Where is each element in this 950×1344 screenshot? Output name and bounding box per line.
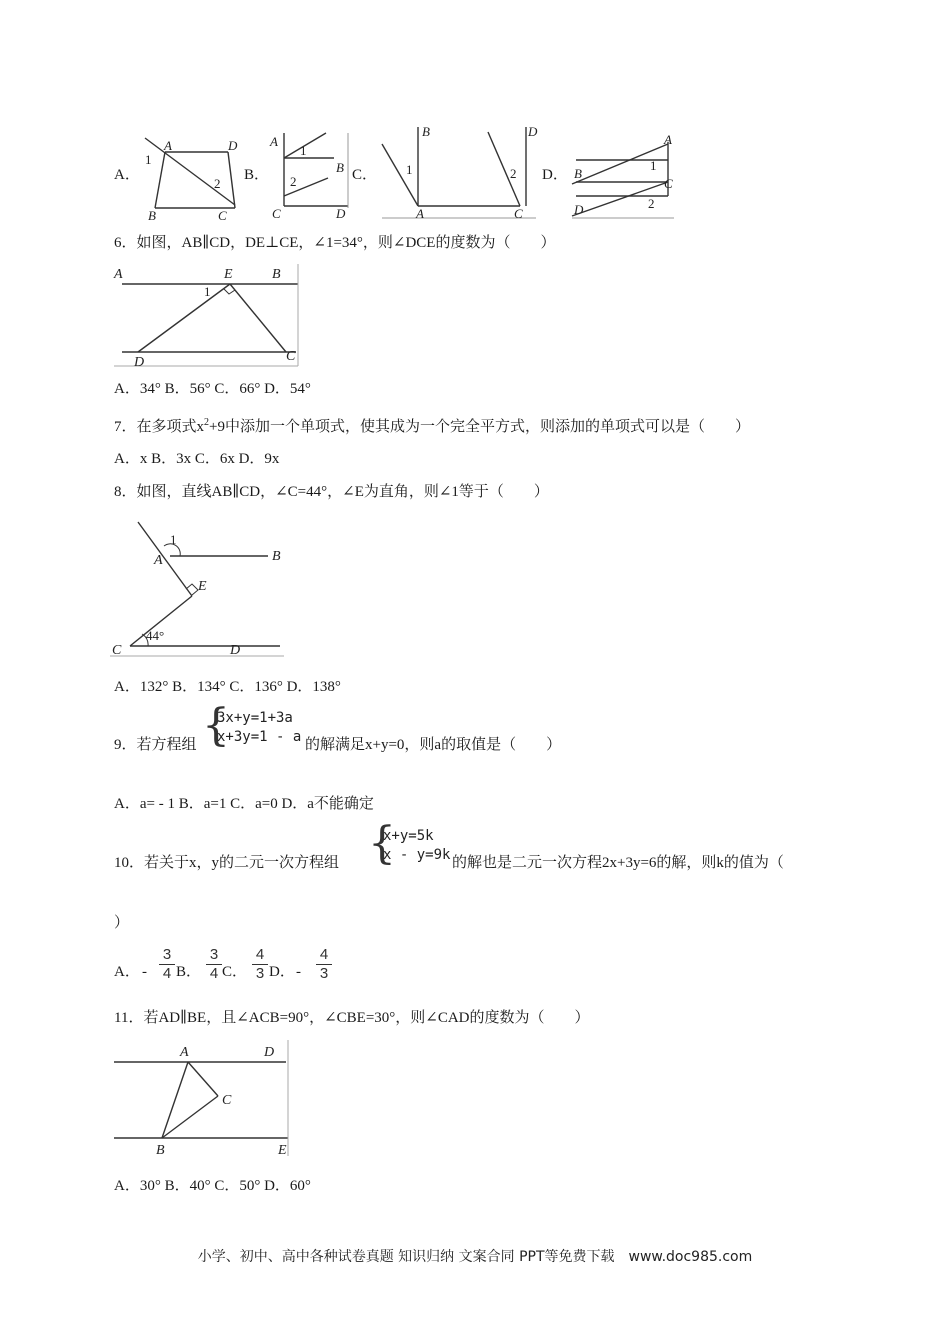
q8-options: A．132° B．134° C．136° D．138° <box>114 679 341 695</box>
q10-option-c-fraction <box>252 947 268 982</box>
q10-post: 的解也是二元一次方程2x+3y=6的解，则k的值为（ <box>452 855 784 871</box>
q9-brace: { <box>202 700 230 751</box>
q5a-label-A: A <box>164 138 172 153</box>
q9-options: A．a= - 1 B．a=1 C．a=0 D．a不能确定 <box>114 796 374 812</box>
q5c-label-1: 1 <box>406 162 413 177</box>
q10-b-num: 3 <box>209 946 219 963</box>
q5b-label-D: D <box>336 206 346 221</box>
q6-options: A．34° B．56° C．66° D．54° <box>114 381 311 397</box>
q7-question <box>114 413 750 437</box>
q5b-label-2: 2 <box>290 174 297 189</box>
q5-option-b-label: B． <box>244 167 270 183</box>
q10-options <box>114 962 140 982</box>
q10-a-den: 4 <box>162 965 172 982</box>
q10-option-b-fraction <box>206 947 222 982</box>
q10-pre: 10．若关于x，y的二元一次方程组 <box>114 855 340 871</box>
q5-figure-c <box>378 122 540 222</box>
q10-c-num: 4 <box>255 946 265 963</box>
q8-label-1: 1 <box>170 532 177 547</box>
q8-figure <box>108 516 288 660</box>
q5c-label-D: D <box>528 124 538 139</box>
q5a-label-D: D <box>228 138 238 153</box>
q8-label-44: 44° <box>146 628 165 643</box>
q6-label-1: 1 <box>204 284 211 299</box>
q11-figure <box>110 1038 294 1164</box>
q9-post: 的解满足x+y=0，则a的取值是（ ） <box>305 737 562 753</box>
q5b-label-B: B <box>336 160 344 175</box>
q10-d-den: 3 <box>319 965 329 982</box>
q5a-label-C: C <box>218 208 227 222</box>
q5d-label-C: C <box>664 176 673 191</box>
q9-eq2: x+3y=1 - a <box>217 729 302 745</box>
q5d-label-A: A <box>664 132 672 147</box>
q5b-label-C: C <box>272 206 281 221</box>
q8-label-E: E <box>198 579 207 594</box>
q6-label-B: B <box>272 267 281 282</box>
q8-label-A: A <box>154 553 163 568</box>
q10-system <box>383 827 450 865</box>
q5a-label-1: 1 <box>145 152 152 167</box>
q10-eq1: x+y=5k <box>383 828 434 844</box>
q10-a-num: 3 <box>162 946 172 963</box>
q9-pre: 9．若方程组 <box>114 737 197 753</box>
q5-figure-b <box>266 128 352 222</box>
q7-question-post: +9中添加一个单项式，使其成为一个完全平方式，则添加的单项式可以是（ ） <box>209 419 750 435</box>
q5d-label-2: 2 <box>648 196 655 211</box>
q5-figure-a <box>140 130 245 222</box>
q10-option-c-label: C． <box>222 964 248 980</box>
q5b-label-A: A <box>270 134 278 149</box>
q10-c-den: 3 <box>255 965 265 982</box>
q6-label-D: D <box>134 355 145 368</box>
q10-option-a-sign: - <box>142 964 147 980</box>
q7-options: A．x B．3x C．6x D．9x <box>114 451 280 467</box>
q6-question: 6．如图，AB∥CD，DE⊥CE，∠1=34°，则∠DCE的度数为（ ） <box>114 235 556 251</box>
q7-question-sup: 2 <box>204 417 210 428</box>
q10-close-paren: ） <box>114 915 130 931</box>
q6-figure <box>112 262 302 368</box>
q11-label-C: C <box>222 1093 232 1108</box>
q5d-label-D: D <box>574 202 584 217</box>
q10-option-a-fraction <box>159 947 175 982</box>
q10-option-d-label: D． <box>269 964 295 980</box>
q8-label-D: D <box>230 643 241 658</box>
q11-label-A: A <box>180 1045 189 1060</box>
q11-label-D: D <box>264 1045 275 1060</box>
q10-b-den: 4 <box>209 965 219 982</box>
q5-option-c-label: C． <box>352 167 378 183</box>
q5-figure-d <box>568 132 680 222</box>
page-footer: 小学、初中、高中各种试卷真题 知识归纳 文案合同 PPT等免费下载 www.doc985.com <box>197 1249 753 1265</box>
q9-eq1: 3x+y=1+3a <box>217 710 293 726</box>
q11-question: 11．若AD∥BE，且∠ACB=90°，∠CBE=30°，则∠CAD的度数为（ ） <box>114 1010 590 1026</box>
q10-option-b-label: B． <box>176 964 202 980</box>
q5-option-a-label: A． <box>114 167 140 183</box>
q5d-label-1: 1 <box>650 158 657 173</box>
q5-option-d-label: D． <box>542 167 568 183</box>
q6-label-C: C <box>286 349 296 364</box>
q11-options: A．30° B．40° C．50° D．60° <box>114 1178 311 1194</box>
q5a-label-B: B <box>148 208 156 222</box>
q5c-label-A: A <box>416 206 424 221</box>
q8-label-B: B <box>272 549 281 564</box>
q10-brace: { <box>368 818 396 869</box>
q8-label-C: C <box>112 643 122 658</box>
q9-system <box>217 709 301 747</box>
q5c-label-B: B <box>422 124 430 139</box>
q7-question-pre: 7．在多项式x <box>114 419 205 435</box>
q10-option-d-fraction <box>316 947 332 982</box>
q10-option-d-sign: - <box>296 964 301 980</box>
q11-label-B: B <box>156 1143 165 1158</box>
q5a-label-2: 2 <box>214 176 221 191</box>
q5c-label-2: 2 <box>510 166 517 181</box>
q10-d-num: 4 <box>319 946 329 963</box>
q11-label-E: E <box>278 1143 287 1158</box>
q5d-label-B: B <box>574 166 582 181</box>
q8-question: 8．如图，直线AB∥CD，∠C=44°，∠E为直角，则∠1等于（ ） <box>114 484 549 500</box>
q10-option-a-label: A． <box>114 964 140 980</box>
q10-eq2: x - y=9k <box>383 847 451 863</box>
q6-label-E: E <box>224 267 233 282</box>
q5b-label-1: 1 <box>300 143 307 158</box>
q5c-label-C: C <box>514 206 523 221</box>
q6-label-A: A <box>114 267 123 282</box>
